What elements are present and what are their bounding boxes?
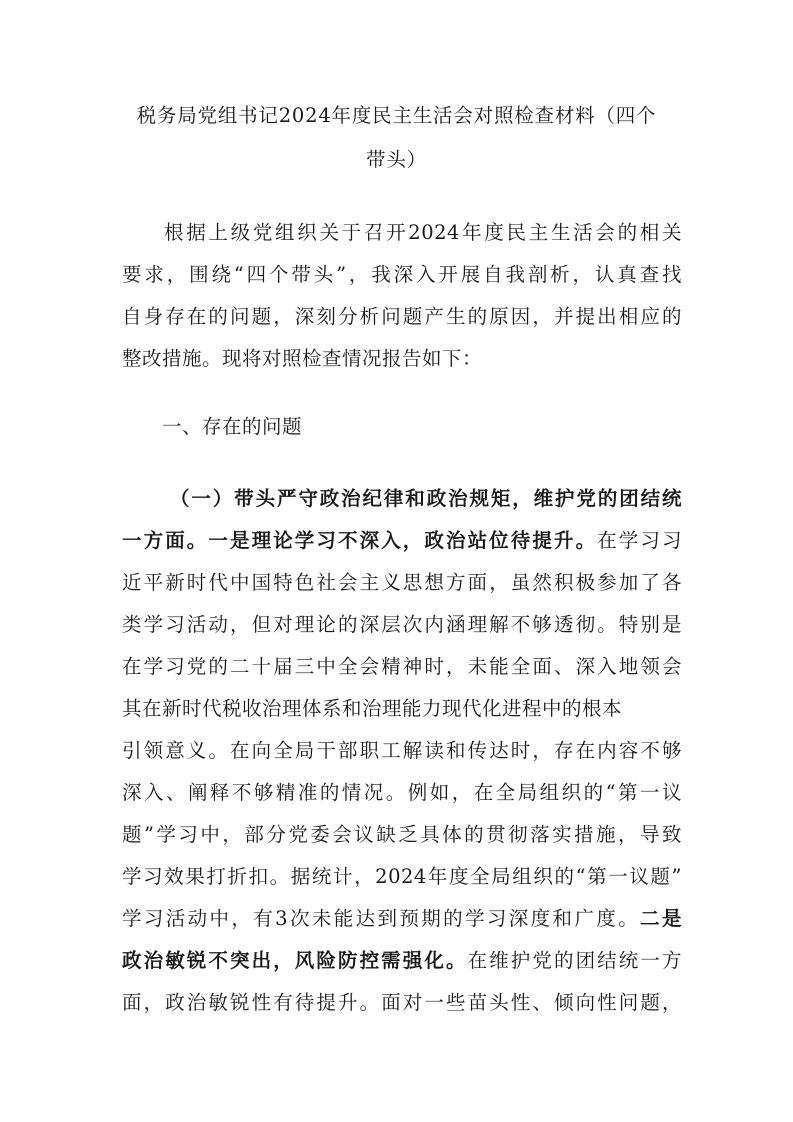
body-line-7: 题”学习中，部分党委会议缺乏具体的贯彻落实措施，导致: [122, 823, 682, 846]
body-line-5: 引领意义。在向全局干部职工解读和传达时，存在内容不够: [122, 739, 682, 762]
body-line-10: [122, 948, 682, 974]
subsection-1-heading-line-1: [170, 486, 682, 512]
intro-line-2: 要求，围绕“四个带头”，我深入开展自我剖析，认真查找: [122, 263, 682, 286]
intro-line-4: 整改措施。现将对照检查情况报告如下：: [122, 347, 483, 370]
point-two-text-start: 在维护党的团结统一方: [467, 949, 682, 972]
point-two-bold: 政治敏锐不突出，风险防控需强化。: [122, 949, 468, 972]
point-one-bold: 一方面。一是理论学习不深入，政治站位待提升。: [122, 529, 598, 552]
body-line-8: 学习效果打折扣。据统计，2024年度全局组织的“第一议题”: [122, 865, 682, 888]
document-title-line-1: 税务局党组书记2024年度民主生活会对照检查材料（四个: [136, 104, 657, 127]
intro-line-1: 根据上级党组织关于召开2024年度民主生活会的相关: [164, 221, 682, 244]
body-line-9-text: 学习活动中，有3次未能达到预期的学习深度和广度。: [122, 907, 641, 930]
body-line-4: 其在新时代税收治理体系和治理能力现代化进程中的根本: [122, 697, 623, 720]
subsection-1-heading-bold: （一）带头严守政治纪律和政治规矩，维护党的团结统: [170, 487, 682, 510]
body-line-3: 在学习党的二十届三中全会精神时，未能全面、深入地领会: [122, 655, 682, 678]
section-heading-problems: 一、存在的问题: [162, 415, 303, 438]
body-line-2: 类学习活动，但对理论的深层次内涵理解不够透彻。特别是: [122, 613, 682, 636]
subsection-1-heading-line-2: [122, 528, 682, 554]
body-line-11: 面，政治敏锐性有待提升。面对一些苗头性、倾向性问题，: [122, 991, 682, 1014]
body-line-6: 深入、阐释不够精准的情况。例如，在全局组织的“第一议: [122, 781, 682, 804]
body-line-1: 近平新时代中国特色社会主义思想方面，虽然积极参加了各: [122, 571, 682, 594]
point-two-label: 二是: [640, 907, 682, 930]
document-title-line-2: 带头）: [366, 148, 427, 171]
body-line-9: [122, 906, 682, 932]
intro-line-3: 自身存在的问题，深刻分析问题产生的原因，并提出相应的: [122, 305, 682, 328]
point-one-text-start: 在学习习: [597, 529, 682, 552]
